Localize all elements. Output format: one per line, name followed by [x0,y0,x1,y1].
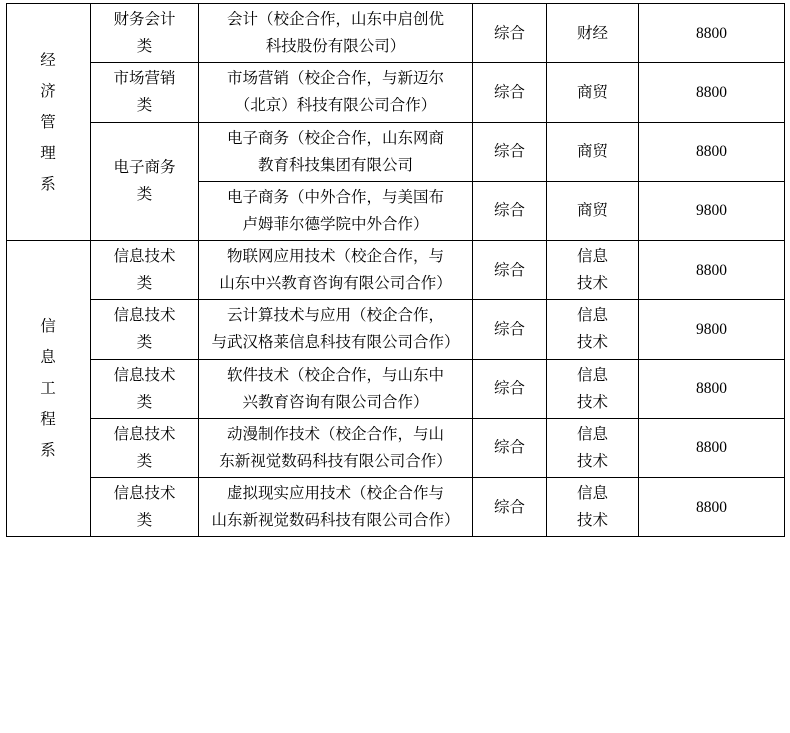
table-row [7,478,785,537]
group-cell: 信息 技术 [547,418,639,477]
table-row [7,300,785,359]
group-cell: 商贸 [547,181,639,240]
type-cell: 综合 [473,4,547,63]
major-cell: 市场营销（校企合作，与新迈尔 （北京）科技有限公司合作） [199,63,473,122]
fee-cell: 9800 [639,300,785,359]
type-cell: 综合 [473,181,547,240]
category-cell: 信息技术 类 [91,241,199,300]
type-cell: 综合 [473,300,547,359]
major-cell: 虚拟现实应用技术（校企合作与 山东新视觉数码科技有限公司合作） [199,478,473,537]
category-cell: 信息技术 类 [91,300,199,359]
category-cell: 信息技术 类 [91,478,199,537]
major-cell: 会计（校企合作，山东中启创优 科技股份有限公司） [199,4,473,63]
type-cell: 综合 [473,122,547,181]
department-cell: 经 济 管 理 系 [7,4,91,241]
major-cell: 物联网应用技术（校企合作，与 山东中兴教育咨询有限公司合作） [199,241,473,300]
major-cell: 电子商务（中外合作，与美国布 卢姆菲尔德学院中外合作） [199,181,473,240]
group-cell: 信息 技术 [547,300,639,359]
table-row [7,359,785,418]
fee-cell: 8800 [639,418,785,477]
category-cell: 电子商务 类 [91,122,199,241]
group-cell: 商贸 [547,63,639,122]
table-row [7,63,785,122]
category-cell: 财务会计 类 [91,4,199,63]
group-cell: 信息 技术 [547,478,639,537]
fee-cell: 8800 [639,122,785,181]
type-cell: 综合 [473,359,547,418]
fee-cell: 9800 [639,181,785,240]
major-cell: 软件技术（校企合作，与山东中 兴教育咨询有限公司合作） [199,359,473,418]
major-cell: 电子商务（校企合作，山东网商 教育科技集团有限公司 [199,122,473,181]
major-cell: 动漫制作技术（校企合作，与山 东新视觉数码科技有限公司合作） [199,418,473,477]
table-row [7,4,785,63]
fee-cell: 8800 [639,4,785,63]
fee-cell: 8800 [639,63,785,122]
fee-cell: 8800 [639,241,785,300]
group-cell: 信息 技术 [547,241,639,300]
group-cell: 财经 [547,4,639,63]
category-cell: 信息技术 类 [91,418,199,477]
table-row [7,418,785,477]
fee-cell: 8800 [639,359,785,418]
group-cell: 信息 技术 [547,359,639,418]
table-row [7,241,785,300]
category-cell: 信息技术 类 [91,359,199,418]
department-cell: 信 息 工 程 系 [7,241,91,537]
category-cell: 市场营销 类 [91,63,199,122]
fee-cell: 8800 [639,478,785,537]
table-row [7,122,785,181]
type-cell: 综合 [473,241,547,300]
type-cell: 综合 [473,63,547,122]
type-cell: 综合 [473,418,547,477]
major-cell: 云计算技术与应用（校企合作， 与武汉格莱信息科技有限公司合作） [199,300,473,359]
group-cell: 商贸 [547,122,639,181]
type-cell: 综合 [473,478,547,537]
majors-table [6,3,785,537]
